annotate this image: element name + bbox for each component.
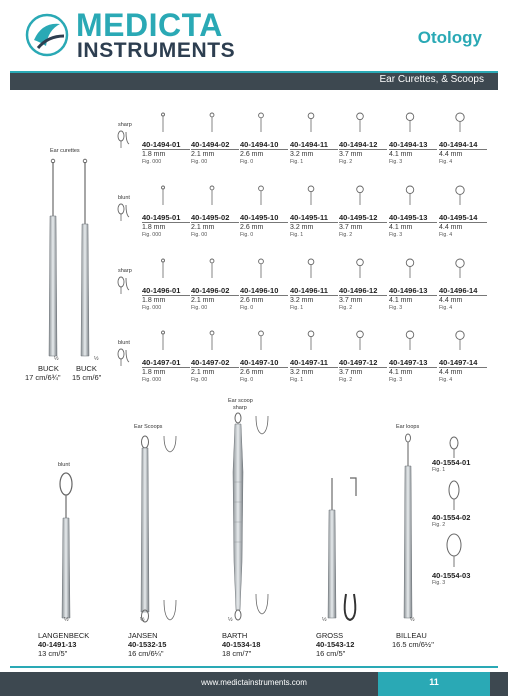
- fig-number: Fig. 3: [389, 159, 403, 165]
- product-code: 40-1496-12: [339, 286, 378, 295]
- curette-tip-icon: [455, 185, 465, 205]
- tip-size: 4.4 mm: [439, 224, 463, 231]
- tip-size: 2.6 mm: [240, 224, 264, 231]
- cell-rule: [290, 295, 338, 296]
- tip-size: 3.2 mm: [290, 369, 314, 376]
- cell-rule: [290, 149, 338, 150]
- buck-left-size: 17 cm/6¾": [25, 373, 61, 382]
- row-label: blunt: [118, 195, 130, 201]
- fig-number: Fig. 0: [240, 159, 254, 165]
- tip-size: 3.2 mm: [290, 151, 314, 158]
- product-code: 40-1495-01: [142, 213, 181, 222]
- cell-rule: [439, 367, 487, 368]
- half-mark: ½: [322, 617, 327, 623]
- table-cell: [339, 258, 391, 312]
- fig-number: Fig. 4: [439, 377, 453, 383]
- cell-rule: [439, 222, 487, 223]
- product-code: 40-1495-13: [389, 213, 428, 222]
- billeau-name: BILLEAU: [396, 631, 427, 640]
- curette-tip-icon: [207, 330, 217, 350]
- curette-tip-icon: [405, 112, 415, 132]
- barth-size: 18 cm/7": [222, 649, 252, 658]
- curette-tip-icon: [158, 185, 168, 205]
- tip-size: 3.2 mm: [290, 297, 314, 304]
- langenbeck-size: 13 cm/5": [38, 649, 68, 658]
- fig-number: Fig. 1: [290, 159, 304, 165]
- cell-rule: [339, 367, 387, 368]
- fig-number: Fig. 000: [142, 232, 162, 238]
- product-code: 40-1497-14: [439, 358, 478, 367]
- table-cell: [339, 112, 391, 166]
- barth-tag: Ear scoop: [228, 398, 253, 404]
- product-code: 40-1494-14: [439, 140, 478, 149]
- half-mark: ½: [410, 617, 415, 623]
- table-cell: [439, 112, 491, 166]
- gross-name: GROSS: [316, 631, 344, 640]
- ear-loop-tip-icon: [444, 436, 464, 458]
- billeau-size: 16.5 cm/6½": [392, 640, 434, 649]
- buck-right-name: BUCK: [76, 364, 97, 373]
- table-cell: [389, 185, 441, 239]
- cell-rule: [339, 149, 387, 150]
- section-title: Otology: [417, 28, 482, 47]
- cell-rule: [389, 367, 437, 368]
- cell-rule: [142, 222, 190, 223]
- table-cell: [389, 258, 441, 312]
- tip-size: 1.8 mm: [142, 151, 166, 158]
- footer-accent-line: [10, 666, 498, 668]
- table-cell: [240, 185, 292, 239]
- table-cell: [191, 258, 243, 312]
- product-code: 40-1495-12: [339, 213, 378, 222]
- loop-code: 40-1554-02: [432, 513, 471, 522]
- buck-left-name: BUCK: [38, 364, 59, 373]
- fig-number: Fig. 2: [339, 232, 353, 238]
- table-cell: [240, 258, 292, 312]
- tip-size: 4.1 mm: [389, 151, 413, 158]
- fig-number: Fig. 0: [240, 232, 254, 238]
- tip-size: 2.1 mm: [191, 151, 215, 158]
- row-label: sharp: [118, 122, 132, 128]
- cell-rule: [191, 222, 239, 223]
- product-code: 40-1495-11: [290, 213, 328, 222]
- jansen-illustration: [130, 432, 190, 624]
- cell-rule: [240, 367, 288, 368]
- product-code: 40-1497-02: [191, 358, 230, 367]
- langenbeck-code: 40-1491-13: [38, 640, 77, 649]
- fig-number: Fig. 0: [240, 305, 254, 311]
- table-cell: [339, 185, 391, 239]
- curette-tip-icon: [405, 258, 415, 278]
- curette-tip-icon: [355, 185, 365, 205]
- loop-fig: Fig. 1: [432, 467, 446, 473]
- product-code: 40-1494-01: [142, 140, 181, 149]
- product-code: 40-1496-10: [240, 286, 279, 295]
- table-cell: [439, 330, 491, 384]
- product-code: 40-1497-11: [290, 358, 328, 367]
- cell-rule: [439, 295, 487, 296]
- table-cell: [389, 112, 441, 166]
- fig-number: Fig. 000: [142, 377, 162, 383]
- brand-name: MEDICTA: [76, 7, 223, 43]
- product-code: 40-1495-02: [191, 213, 230, 222]
- cell-rule: [142, 367, 190, 368]
- tip-size: 1.8 mm: [142, 369, 166, 376]
- cell-rule: [240, 222, 288, 223]
- tip-profile-icon: [117, 348, 131, 366]
- curette-tip-icon: [455, 112, 465, 132]
- jansen-tag: Ear Scoops: [134, 424, 163, 430]
- gross-size: 16 cm/5": [316, 649, 346, 658]
- curette-tip-icon: [207, 258, 217, 278]
- jansen-name: JANSEN: [128, 631, 158, 640]
- jansen-code: 40-1532-15: [128, 640, 167, 649]
- curette-tip-icon: [355, 330, 365, 350]
- curettes-label: Ear curettes: [50, 148, 80, 154]
- tip-size: 3.7 mm: [339, 369, 363, 376]
- fig-number: Fig. 3: [389, 305, 403, 311]
- table-cell: [290, 185, 342, 239]
- curette-tip-icon: [306, 258, 316, 278]
- fig-number: Fig. 2: [339, 305, 353, 311]
- footer-url[interactable]: www.medictainstruments.com: [201, 678, 307, 687]
- brand-subname: INSTRUMENTS: [77, 39, 236, 62]
- cell-rule: [191, 367, 239, 368]
- table-cell: [240, 330, 292, 384]
- table-cell: [290, 112, 342, 166]
- tip-size: 3.7 mm: [339, 224, 363, 231]
- tip-size: 2.6 mm: [240, 297, 264, 304]
- tip-size: 3.2 mm: [290, 224, 314, 231]
- cell-rule: [142, 295, 190, 296]
- product-code: 40-1496-13: [389, 286, 428, 295]
- table-cell: [439, 258, 491, 312]
- tip-size: 3.7 mm: [339, 151, 363, 158]
- cell-rule: [439, 149, 487, 150]
- curette-tip-icon: [355, 258, 365, 278]
- table-cell: [142, 330, 194, 384]
- product-code: 40-1496-02: [191, 286, 230, 295]
- half-mark: ½: [140, 617, 145, 623]
- curette-tip-icon: [455, 258, 465, 278]
- product-code: 40-1496-11: [290, 286, 328, 295]
- cell-rule: [290, 222, 338, 223]
- fig-number: Fig. 000: [142, 159, 162, 165]
- table-cell: [191, 330, 243, 384]
- buck-right-size: 15 cm/6": [72, 373, 102, 382]
- product-code: 40-1496-14: [439, 286, 478, 295]
- table-cell: [191, 185, 243, 239]
- product-code: 40-1496-01: [142, 286, 181, 295]
- curette-tip-icon: [158, 112, 168, 132]
- cell-rule: [389, 149, 437, 150]
- curette-tip-icon: [207, 112, 217, 132]
- half-mark: ½: [94, 356, 99, 362]
- curette-tip-icon: [256, 258, 266, 278]
- cell-rule: [290, 367, 338, 368]
- tip-size: 2.1 mm: [191, 297, 215, 304]
- tip-size: 4.1 mm: [389, 297, 413, 304]
- fig-number: Fig. 3: [389, 377, 403, 383]
- billeau-tag: Ear loops: [396, 424, 420, 430]
- table-cell: [339, 330, 391, 384]
- barth-code: 40-1534-18: [222, 640, 261, 649]
- brand-logo-icon: [24, 12, 70, 58]
- product-code: 40-1494-11: [290, 140, 328, 149]
- curette-tip-icon: [306, 330, 316, 350]
- barth-illustration: [222, 412, 286, 622]
- loop-code: 40-1554-03: [432, 571, 471, 580]
- half-mark: ½: [54, 356, 59, 362]
- product-code: 40-1497-01: [142, 358, 181, 367]
- product-code: 40-1494-13: [389, 140, 428, 149]
- fig-number: Fig. 1: [290, 305, 304, 311]
- buck-curettes-illustration: [38, 156, 108, 366]
- half-mark: ½: [228, 617, 233, 623]
- fig-number: Fig. 4: [439, 232, 453, 238]
- curette-tip-icon: [158, 330, 168, 350]
- fig-number: Fig. 0: [240, 377, 254, 383]
- row-label: sharp: [118, 268, 132, 274]
- curette-tip-icon: [256, 112, 266, 132]
- curette-tip-icon: [256, 185, 266, 205]
- curette-tip-icon: [256, 330, 266, 350]
- product-code: 40-1494-10: [240, 140, 279, 149]
- fig-number: Fig. 00: [191, 159, 208, 165]
- tip-size: 4.4 mm: [439, 369, 463, 376]
- table-cell: [142, 185, 194, 239]
- fig-number: Fig. 00: [191, 305, 208, 311]
- tip-size: 2.1 mm: [191, 369, 215, 376]
- loop-code: 40-1554-01: [432, 458, 471, 467]
- table-cell: [240, 112, 292, 166]
- table-cell: [290, 330, 342, 384]
- loop-fig: Fig. 3: [432, 580, 446, 586]
- loop-fig: Fig. 2: [432, 522, 446, 528]
- half-mark: ½: [64, 617, 69, 623]
- cell-rule: [191, 149, 239, 150]
- product-code: 40-1495-10: [240, 213, 279, 222]
- tip-size: 4.1 mm: [389, 369, 413, 376]
- tip-size: 4.4 mm: [439, 151, 463, 158]
- tip-size: 4.1 mm: [389, 224, 413, 231]
- fig-number: Fig. 2: [339, 159, 353, 165]
- table-cell: [142, 112, 194, 166]
- curette-tip-icon: [306, 112, 316, 132]
- billeau-illustration: [394, 432, 424, 624]
- table-cell: [290, 258, 342, 312]
- table-cell: [191, 112, 243, 166]
- tip-profile-icon: [117, 130, 131, 148]
- ear-loop-tip-icon: [442, 533, 466, 567]
- langenbeck-tag: blunt: [58, 462, 70, 468]
- jansen-size: 16 cm/6¼": [128, 649, 164, 658]
- cell-rule: [240, 295, 288, 296]
- cell-rule: [142, 149, 190, 150]
- tip-profile-icon: [117, 203, 131, 221]
- table-cell: [389, 330, 441, 384]
- product-code: 40-1497-13: [389, 358, 428, 367]
- curette-tip-icon: [405, 185, 415, 205]
- barth-name: BARTH: [222, 631, 248, 640]
- curette-tip-icon: [355, 112, 365, 132]
- fig-number: Fig. 1: [290, 377, 304, 383]
- fig-number: Fig. 4: [439, 305, 453, 311]
- tip-size: 4.4 mm: [439, 297, 463, 304]
- cell-rule: [389, 222, 437, 223]
- langenbeck-name: LANGENBECK: [38, 631, 90, 640]
- fig-number: Fig. 000: [142, 305, 162, 311]
- curette-tip-icon: [306, 185, 316, 205]
- row-label: blunt: [118, 340, 130, 346]
- table-cell: [142, 258, 194, 312]
- product-code: 40-1495-14: [439, 213, 478, 222]
- curette-tip-icon: [207, 185, 217, 205]
- cell-rule: [191, 295, 239, 296]
- category-label: Ear Curettes, & Scoops: [379, 74, 484, 85]
- cell-rule: [339, 222, 387, 223]
- tip-size: 2.1 mm: [191, 224, 215, 231]
- cell-rule: [240, 149, 288, 150]
- product-code: 40-1497-12: [339, 358, 378, 367]
- fig-number: Fig. 00: [191, 377, 208, 383]
- fig-number: Fig. 1: [290, 232, 304, 238]
- curette-tip-icon: [405, 330, 415, 350]
- fig-number: Fig. 2: [339, 377, 353, 383]
- tip-size: 2.6 mm: [240, 369, 264, 376]
- gross-illustration: [316, 474, 372, 624]
- page-number: 11: [429, 677, 439, 687]
- table-cell: [439, 185, 491, 239]
- product-code: 40-1494-02: [191, 140, 230, 149]
- curette-tip-icon: [158, 258, 168, 278]
- gross-code: 40-1543-12: [316, 640, 355, 649]
- tip-profile-icon: [117, 276, 131, 294]
- tip-size: 1.8 mm: [142, 297, 166, 304]
- cell-rule: [389, 295, 437, 296]
- cell-rule: [339, 295, 387, 296]
- product-code: 40-1497-10: [240, 358, 279, 367]
- tip-size: 1.8 mm: [142, 224, 166, 231]
- fig-number: Fig. 4: [439, 159, 453, 165]
- tip-size: 2.6 mm: [240, 151, 264, 158]
- ear-loop-tip-icon: [444, 480, 464, 510]
- tip-size: 3.7 mm: [339, 297, 363, 304]
- fig-number: Fig. 3: [389, 232, 403, 238]
- langenbeck-illustration: [40, 470, 90, 622]
- curette-tip-icon: [455, 330, 465, 350]
- product-code: 40-1494-12: [339, 140, 378, 149]
- fig-number: Fig. 00: [191, 232, 208, 238]
- barth-tag-sharp: sharp: [233, 405, 247, 411]
